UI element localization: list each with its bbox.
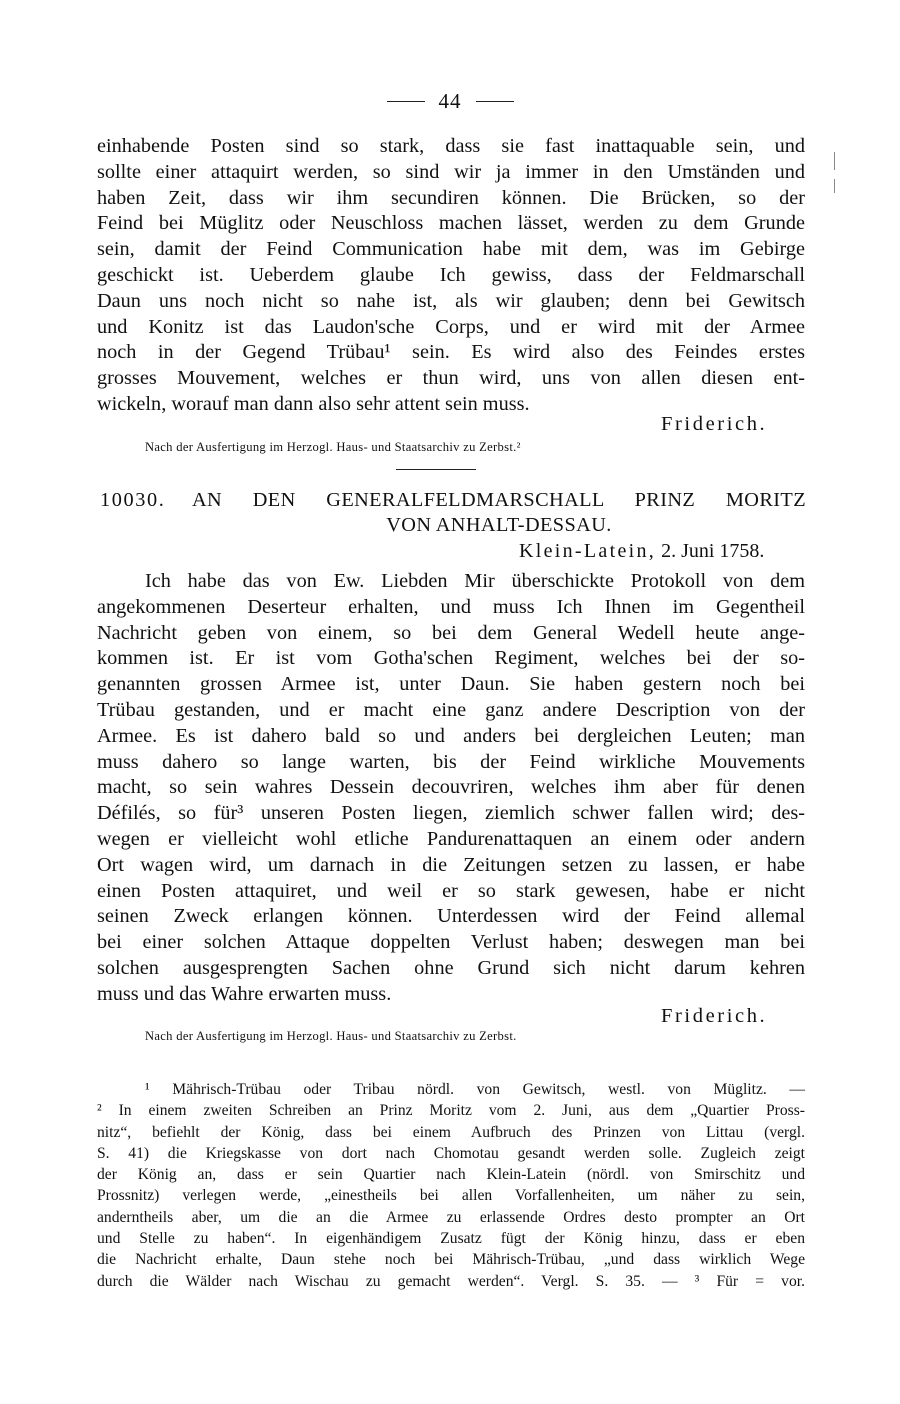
text-line: kommen ist. Er ist vom Gotha'schen Regiment, welches bei der so- <box>97 647 805 670</box>
text-line: wegen er vielleicht wohl etliche Pandurenattaquen an einem oder andern <box>97 827 805 850</box>
text-line: angekommenen Deserteur erhalten, und muss Ich Ihnen im Gegentheil <box>97 595 805 618</box>
text-line: Daun uns noch nicht so nahe ist, als wir glauben; denn bei Gewitsch <box>97 289 805 312</box>
letter-text <box>97 569 805 1008</box>
footnote-line: ² In einem zweiten Schreiben an Prinz Moritz vom 2. Juni, aus dem „Quartier Pross- <box>97 1102 805 1120</box>
text-line: sein, damit der Feind Communication habe mit dem, was im Gebirge <box>97 238 805 261</box>
text-line: noch in der Gegend Trübau¹ sein. Es wird also des Feindes erstes <box>97 341 805 364</box>
text-line: einhabende Posten sind so stark, dass sie fast inattaquable sein, und <box>97 135 805 157</box>
text-line: und Konitz ist das Laudon'sche Corps, und er wird mit der Armee <box>97 315 805 338</box>
margin-mark <box>834 179 835 193</box>
text-line: genannten grossen Armee ist, unter Daun. Sie haben gestern noch bei <box>97 673 805 696</box>
text-line: haben Zeit, dass wir ihm secundiren können. Die Brücken, so der <box>97 186 805 209</box>
text-line: Nachricht geben von einem, so bei dem General Wedell heute ange- <box>97 621 805 644</box>
text-line: sollte einer attaquirt werden, so sind wir ja immer in den Umständen und <box>97 160 805 183</box>
text-line: Défilés, so für³ unseren Posten liegen, ziemlich schwer fallen wird; des- <box>97 802 805 825</box>
margin-mark <box>834 152 835 170</box>
text-line: Trübau gestanden, und er macht eine ganz andere Description von der <box>97 698 805 721</box>
signature: Friderich. <box>661 1005 768 1027</box>
dateline-date: 2. Juni 1758. <box>661 540 765 562</box>
text-line: muss dahero so lange warten, bis der Feind wirkliche Mouvements <box>97 750 805 773</box>
footnote-line: ¹ Mährisch-Trübau oder Tribau nördl. von Gewitsch, westl. von Müglitz. — <box>145 1081 805 1098</box>
header-dash-right <box>476 101 514 102</box>
text-line: einen Posten attaquiret, und weil er so stark gewesen, habe er nicht <box>97 879 805 902</box>
text-line: macht, so sein wahres Dessein decouvriren, welches ihm aber für denen <box>97 776 805 799</box>
footnote-line: und Stelle zu haben“. In eigenhändigem Zusatz fügt der König hinzu, dass er eben <box>97 1230 805 1248</box>
page-number: 44 <box>438 88 462 113</box>
text-line: Armee. Es ist dahero bald so und anders bei dergleichen Leuten; man <box>97 724 805 747</box>
text-line: Ich habe das von Ew. Liebden Mir überschickte Protokoll von dem <box>145 570 805 592</box>
footnote-line: nitz“, befiehlt der König, dass bei einem Aufbruch des Prinzen von Littau (vergl. <box>97 1123 805 1141</box>
footnote-line: S. 41) die Kriegskasse von dort nach Chomotau gesandt werden solle. Zugleich zeigt <box>97 1144 805 1162</box>
dateline <box>519 540 764 563</box>
text-line: wickeln, worauf man dann also sehr attent sein muss. <box>97 392 530 415</box>
text-line: Ort wagen wird, um darnach in die Zeitungen setzen zu lassen, er habe <box>97 853 805 876</box>
footnote-line: anderntheils aber, um die an die Armee zu erlassende Ordres desto prompter an Ort <box>97 1208 805 1226</box>
footnote-line: durch die Wälder nach Wischau zu gemacht werden“. Vergl. S. 35. — ³ Für = vor. <box>97 1272 805 1290</box>
footnote-line: die Nachricht erhalte, Daun stehe noch bei Mährisch-Trübau, „und dass wirklich Wege <box>97 1251 805 1269</box>
text-line: geschickt ist. Ueberdem glaube Ich gewiss, dass der Feldmarschall <box>97 263 805 286</box>
header-dash-left <box>387 101 425 102</box>
text-line: grosses Mouvement, welches er thun wird, uns von allen diesen ent- <box>97 367 805 390</box>
source-note: Nach der Ausfertigung im Herzogl. Haus- und Staatsarchiv zu Zerbst.² <box>145 440 521 454</box>
dateline-place: Klein-Latein, <box>519 540 657 562</box>
text-line: seinen Zweck erlangen können. Unterdessen wird der Feind allemal <box>97 905 805 928</box>
letter-number: 10030. <box>100 489 166 511</box>
letter-heading <box>100 488 806 538</box>
footnote-line: der König an, dass er sein Quartier nach Klein-Latein (nördl. von Smirschitz und <box>97 1166 805 1184</box>
text-line: bei einer solchen Attaque doppelten Verlust haben; deswegen man bei <box>97 931 805 954</box>
text-line: solchen ausgesprengten Sachen ohne Grund sich nicht darum kehren <box>97 956 805 979</box>
letter-addressee-cont: VON ANHALT-DESSAU. <box>386 514 612 536</box>
footnotes <box>97 1079 805 1292</box>
section-divider <box>396 469 476 470</box>
text-line: Feind bei Müglitz oder Neuschloss machen lässet, werden zu dem Grunde <box>97 212 805 235</box>
previous-letter-text <box>97 134 805 418</box>
footnote-line: Prossnitz) verlegen werde, „einestheils bei allen Vorfallenheiten, um näher zu sein, <box>97 1187 805 1205</box>
signature: Friderich. <box>661 413 768 435</box>
text-line: muss und das Wahre erwarten muss. <box>97 982 392 1005</box>
letter-addressee: AN DEN GENERALFELDMARSCHALL PRINZ MORITZ <box>192 489 806 511</box>
page-header <box>0 86 900 116</box>
source-note: Nach der Ausfertigung im Herzogl. Haus- und Staatsarchiv zu Zerbst. <box>145 1029 517 1043</box>
